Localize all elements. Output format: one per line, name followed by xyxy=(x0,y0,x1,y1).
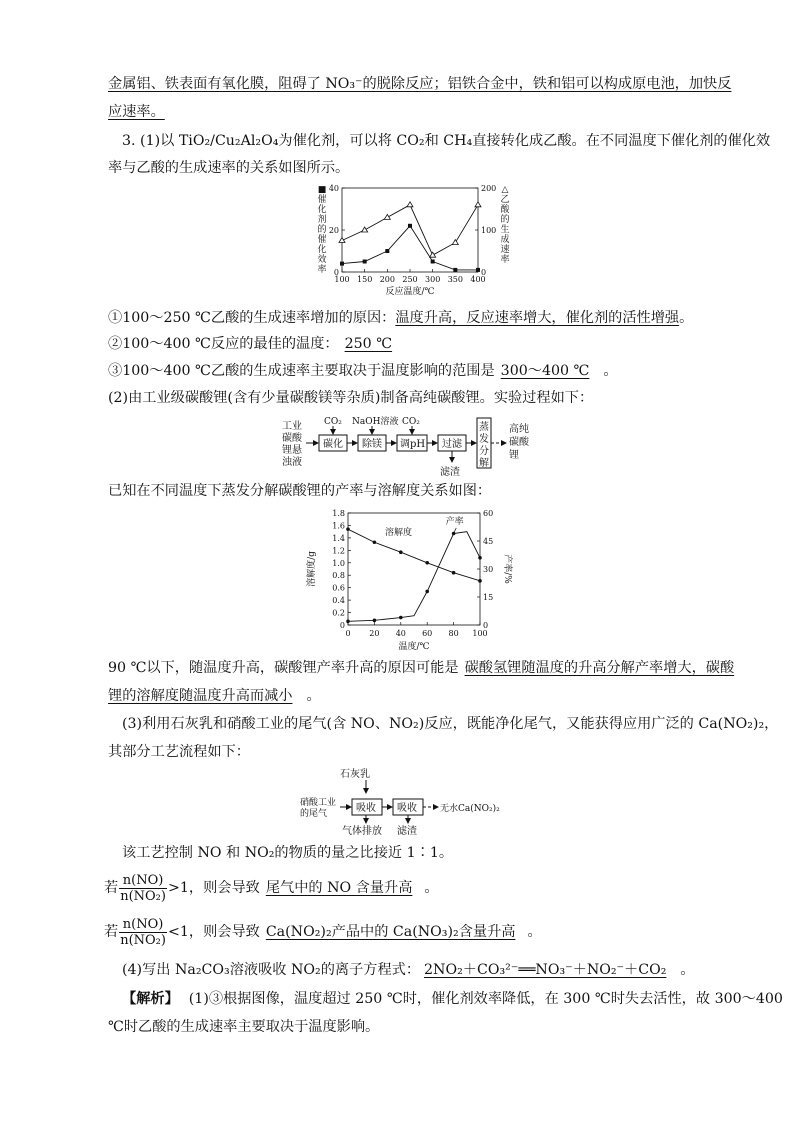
c2-ytick-left-label: 1.6 xyxy=(332,521,345,531)
catalyst-chart xyxy=(300,180,530,305)
c1-ylabel-left-char: 率 xyxy=(317,265,327,275)
flow1-step-4-c: 分 xyxy=(479,446,489,457)
flow2-step-0: 吸收 xyxy=(356,803,376,814)
c2-yield-point xyxy=(478,556,482,560)
c2-xlabel: 温度/℃ xyxy=(398,642,430,652)
c2-xtick-label: 100 xyxy=(472,629,488,638)
analysis-line-2: ℃时乙酸的生成速率主要取决于温度影响。 xyxy=(108,1019,380,1035)
c2-yield-point xyxy=(373,619,377,623)
q3-sub3-answer: 300～400 ℃ xyxy=(500,363,590,379)
gt-prefix: 若 xyxy=(104,880,119,896)
c2-yield-point xyxy=(346,619,350,623)
q3-p2-q-suffix: 。 xyxy=(306,688,321,704)
c2-ytick-left-label: 0.6 xyxy=(332,583,345,593)
flow2-below-2: 滤渣 xyxy=(397,826,417,837)
gt-suffix: 。 xyxy=(424,880,439,896)
c2-ytick-left-label: 0.8 xyxy=(332,571,345,581)
intro-line-1: 金属铝、铁表面有氧化膜，阻碍了 NO₃⁻的脱除反应；铝铁合金中，铁和铝可以构成原电池，加快反 xyxy=(108,76,732,92)
c1-ytick-left-label: 0 xyxy=(333,268,339,277)
c1-ytick-right-label: 100 xyxy=(481,226,497,235)
lithium-flowchart xyxy=(280,415,550,480)
p4-suffix: 。 xyxy=(680,962,695,978)
c1-frame xyxy=(342,188,478,272)
lithium-chart xyxy=(300,505,515,655)
flow1-step-0: 碳化 xyxy=(323,439,343,450)
flow1-step-4-a: 蒸 xyxy=(479,422,489,433)
c1-xtick-label: 150 xyxy=(357,275,373,284)
q3-sub3 xyxy=(108,361,618,381)
c1-efficiency-point xyxy=(363,260,367,264)
c1-ylabel-right-char: 率 xyxy=(500,255,510,265)
intro-line-2: 应速率。 xyxy=(108,104,165,120)
c1-ylabel-left-char: 化 xyxy=(317,245,327,255)
c1-ylabel-right-char: 乙 xyxy=(500,195,510,205)
c2-yield-point xyxy=(425,590,429,594)
q3-p2-q-prefix: 90 ℃以下，随温度升高，碳酸锂产率升高的原因可能是 xyxy=(108,660,459,676)
flow1-step-2: 调pH xyxy=(400,439,426,450)
q3-p2-q-line-2 xyxy=(108,686,321,706)
c2-solubility-point xyxy=(452,571,456,575)
c2-ylabel-left: 溶解度/g xyxy=(307,551,317,587)
c1-xtick-label: 300 xyxy=(425,275,441,284)
ratio-fraction-2-den: n(NO₂) xyxy=(120,932,166,948)
ratio-fraction-2-num: n(NO) xyxy=(119,917,167,933)
c1-ylabel-left-char: 化 xyxy=(317,205,327,215)
c2-xtick-label: 0 xyxy=(345,629,351,638)
flow1-start-b: 碳酸 xyxy=(282,433,302,444)
c1-efficiency-point xyxy=(385,249,389,253)
flow1-reagent-2: CO₂ xyxy=(402,417,420,427)
flow2-below-1: 气体排放 xyxy=(342,826,382,837)
q3-sub2 xyxy=(108,334,412,354)
c2-xtick-label: 40 xyxy=(395,629,406,638)
flow1-end-b: 碳酸 xyxy=(509,437,529,448)
p4-prefix: (4)写出 Na₂CO₃溶液吸收 NO₂的离子方程式： xyxy=(122,962,421,978)
flow1-end-c: 锂 xyxy=(509,450,519,461)
lt-suffix: 。 xyxy=(527,924,542,940)
c2-ytick-right-label: 0 xyxy=(483,621,489,630)
analysis-text-1: (1)③根据图像，温度超过 250 ℃时，催化剂效率降低，在 300 ℃时失去活性，故 300～400 xyxy=(188,991,783,1007)
c1-ylabel-right-char: 的 xyxy=(500,215,510,225)
flow1-step-1: 除镁 xyxy=(362,439,382,450)
c2-yield-line xyxy=(348,532,480,622)
flow1-start-d: 浊液 xyxy=(282,457,302,468)
c1-ytick-left-label: 20 xyxy=(328,226,339,235)
p4-answer: 2NO₂＋CO₃²⁻══NO₃⁻＋NO₂⁻＋CO₂ xyxy=(424,962,667,978)
gt-answer: 尾气中的 NO 含量升高 xyxy=(265,880,413,896)
flow1-end-a: 高纯 xyxy=(509,424,529,435)
c1-xlabel: 反应温度/℃ xyxy=(385,287,435,297)
q3-p2-line-1: (2)由工业级碳酸锂(含有少量碳酸镁等杂质)制备高纯碳酸锂。实验过程如下： xyxy=(108,390,594,406)
q3-p4 xyxy=(122,960,695,980)
q3-p2-q-answer-1: 碳酸氢锂随温度的升高分解产率增大，碳酸 xyxy=(464,660,735,676)
c1-efficiency-point xyxy=(431,260,435,264)
c1-xtick-label: 250 xyxy=(402,275,418,284)
c2-ytick-right-label: 60 xyxy=(483,509,494,518)
c2-solubility-point xyxy=(478,579,482,583)
q3-p3-lt xyxy=(104,916,542,948)
c1-efficiency-point xyxy=(408,224,412,228)
c1-ylabel-right-char: 速 xyxy=(500,245,510,255)
c1-ylabel-left-char: 效 xyxy=(317,255,327,265)
c1-efficiency-point xyxy=(453,268,457,272)
c2-frame xyxy=(348,513,480,625)
q3-p2-q-answer-2: 锂的溶解度随温度升高而减小 xyxy=(108,688,293,704)
c2-ytick-left-label: 0.4 xyxy=(332,596,345,606)
c1-ylabel-right-char: 生 xyxy=(500,225,510,235)
q3-sub3-suffix: 。 xyxy=(603,363,618,379)
c1-series-rate-line xyxy=(342,205,478,255)
flow1-reagent-1: NaOH溶液 xyxy=(352,417,399,427)
nitrate-flowchart xyxy=(300,765,515,837)
c1-xtick-label: 200 xyxy=(379,275,395,284)
q3-sub1-prefix: ①100～250 ℃乙酸的生成速率增加的原因： xyxy=(108,310,396,326)
c1-ytick-right-label: 200 xyxy=(481,184,497,193)
flow1-start-a: 工业 xyxy=(282,421,302,432)
c2-solubility-line xyxy=(348,529,480,581)
q3-p3-line-1: (3)利用石灰乳和硝酸工业的尾气(含 NO、NO₂)反应，既能净化尾气，又能获得应用广泛的 Ca(NO₂)₂， xyxy=(122,716,779,732)
c2-label-solubility: 溶解度 xyxy=(384,527,412,538)
c1-ylabel-left-char: 剂 xyxy=(317,215,327,225)
c2-yield-point xyxy=(399,616,403,620)
q3-sub1 xyxy=(108,308,693,328)
q3-p1-line-2: 率与乙酸的生成速率的关系如图所示。 xyxy=(108,160,350,176)
c1-ylabel-left-char: ■ xyxy=(317,185,327,195)
c2-ytick-right-label: 45 xyxy=(483,537,494,546)
c1-rate-point xyxy=(384,214,390,219)
q3-p2-q xyxy=(108,658,734,678)
ratio-fraction-den: n(NO₂) xyxy=(120,888,166,904)
q3-sub1-suffix: 。 xyxy=(679,310,694,326)
c2-solubility-point xyxy=(346,527,350,531)
c1-ylabel-left-char: 催 xyxy=(317,235,327,245)
c1-xtick-label: 100 xyxy=(334,275,350,284)
q3-p3-gt xyxy=(104,872,439,904)
c1-rate-point xyxy=(362,227,368,232)
c1-ylabel-left-char: 催 xyxy=(317,195,327,205)
c2-ytick-left-label: 1.0 xyxy=(332,558,345,568)
flow1-step-3: 过滤 xyxy=(442,439,462,450)
c1-ylabel-right-char: 酸 xyxy=(500,205,510,215)
ratio-fraction-num: n(NO) xyxy=(119,873,167,889)
flow1-step-4-b: 发 xyxy=(479,434,489,445)
c2-solubility-point xyxy=(373,540,377,544)
c2-solubility-point xyxy=(399,550,403,554)
c1-rate-point xyxy=(475,202,481,207)
gt-mid: >1，则会导致 xyxy=(167,880,260,896)
analysis-line-1 xyxy=(122,989,783,1009)
c2-solubility-point xyxy=(425,561,429,565)
lt-prefix: 若 xyxy=(104,924,119,940)
flow2-start-a: 硝酸工业 xyxy=(300,798,337,808)
q3-p3-ratio: 该工艺控制 NO 和 NO₂的物质的量之比接近 1∶1。 xyxy=(122,845,454,861)
c1-rate-point xyxy=(430,252,436,257)
c2-ytick-left-label: 0 xyxy=(339,621,345,630)
c2-ytick-right-label: 15 xyxy=(483,593,494,602)
lt-answer: Ca(NO₂)₂产品中的 Ca(NO₃)₂含量升高 xyxy=(265,924,516,940)
flow1-byproduct: 滤渣 xyxy=(440,467,460,478)
q3-sub1-answer: 温度升高，反应速率增大，催化剂的活性增强 xyxy=(395,310,680,326)
c2-ytick-left-label: 1.4 xyxy=(332,533,345,543)
flow2-start-b: 的尾气 xyxy=(300,809,328,819)
c1-ytick-right-label: 0 xyxy=(481,268,487,277)
q3-p2-known: 已知在不同温度下蒸发分解碳酸锂的产率与溶解度关系如图： xyxy=(108,483,492,499)
c1-xtick-label: 350 xyxy=(447,275,463,284)
q3-p1-line-1: 3. (1)以 TiO₂/Cu₂Al₂O₄为催化剂，可以将 CO₂和 CH₄直接转化成乙酸。在不同温度下催化剂的催化效 xyxy=(122,133,771,149)
c1-series-efficiency-line xyxy=(342,226,478,270)
ratio-fraction xyxy=(119,873,167,904)
c2-xtick-label: 60 xyxy=(422,629,433,638)
c1-efficiency-point xyxy=(476,268,480,272)
c2-label-yield: 产率 xyxy=(445,517,464,528)
flow1-step-4-d: 解 xyxy=(479,458,489,469)
c1-ylabel-right-char: △ xyxy=(501,185,509,195)
c2-ytick-left-label: 0.2 xyxy=(332,608,345,618)
ratio-fraction-2 xyxy=(119,917,167,948)
c2-ylabel-right: 产率/% xyxy=(502,554,512,584)
q3-p3-line-2: 其部分工艺流程如下： xyxy=(108,744,250,760)
q3-sub2-answer: 250 ℃ xyxy=(344,336,393,352)
c1-efficiency-point xyxy=(340,262,344,266)
flow1-reagent-0: CO₂ xyxy=(324,417,342,427)
c2-xtick-label: 80 xyxy=(448,629,459,638)
c2-ytick-left-label: 1.8 xyxy=(332,509,345,518)
c1-rate-point xyxy=(407,202,413,207)
flow1-start-c: 锂悬 xyxy=(282,445,302,456)
flow2-step-1: 吸收 xyxy=(397,803,417,814)
c1-rate-point xyxy=(452,240,458,245)
flow2-reagent: 石灰乳 xyxy=(340,769,370,780)
c1-ytick-left-label: 40 xyxy=(328,184,339,193)
c2-ytick-right-label: 30 xyxy=(483,565,494,574)
c2-ytick-left-label: 1.2 xyxy=(332,546,345,556)
lt-mid: <1，则会导致 xyxy=(167,924,260,940)
c1-xtick-label: 400 xyxy=(470,275,486,284)
c1-ylabel-right-char: 成 xyxy=(500,235,510,245)
c1-ylabel-left-char: 的 xyxy=(317,225,327,235)
c2-xtick-label: 20 xyxy=(369,629,380,638)
analysis-tag: 【解析】 xyxy=(122,991,179,1007)
q3-sub2-prefix: ②100～400 ℃反应的最佳的温度： xyxy=(108,336,339,352)
q3-sub3-prefix: ③100～400 ℃乙酸的生成速率主要取决于温度影响的范围是 xyxy=(108,363,495,379)
flow2-end: 无水Ca(NO₂)₂ xyxy=(440,804,500,814)
